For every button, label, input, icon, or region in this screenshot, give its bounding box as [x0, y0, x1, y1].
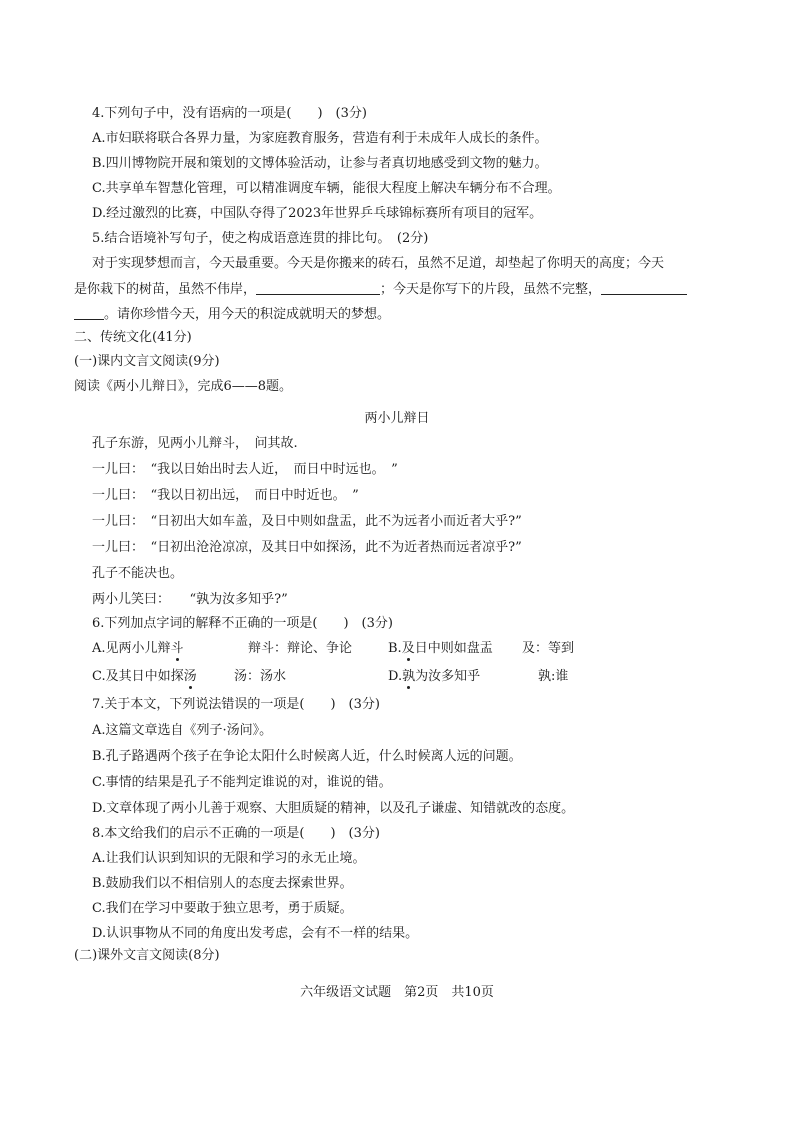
passage-line: 一儿曰： “日初出大如车盖，及日中则如盘盂，此不为远者小而近者大乎?” — [92, 514, 522, 529]
emphasis-dot-char: 斗 — [170, 641, 184, 656]
q5-text-line1: 对于实现梦想而言，今天最重要。今天是你搬来的砖石，虽然不足道，却垫起了你明天的高度；今天 — [92, 256, 665, 271]
q4-stem: 4.下列句子中，没有语病的一项是( ) (3分) — [92, 106, 367, 121]
q5-text-line3 — [74, 306, 390, 323]
q6-option-c-gloss: 汤：汤水 — [234, 669, 287, 684]
q4-option-d: D.经过激烈的比赛，中国队夺得了2023年世界乒乓球锦标赛所有项目的冠军。 — [92, 206, 543, 221]
q6-option-a-gloss: 辩斗：辩论、争论 — [248, 641, 353, 656]
answer-blank-1[interactable] — [256, 281, 380, 295]
q6-option-b-gloss: 及：等到 — [522, 641, 575, 656]
passage-line: 一儿曰： “我以日初出远， 而日中时近也。 ” — [92, 488, 359, 503]
emphasis-dot-char: 孰 — [402, 669, 416, 684]
q6-stem: 6.下列加点字词的解释不正确的一项是( ) (3分) — [92, 616, 393, 631]
q7-option-b: B.孔子路遇两个孩子在争论太阳什么时候离人近，什么时候离人远的问题。 — [92, 749, 522, 764]
q8-stem: 8.本文给我们的启示不正确的一项是( ) (3分) — [92, 826, 380, 841]
passage-line: 一儿曰： “日初出沧沧凉凉，及其日中如探汤，此不为近者热而远者凉乎?” — [92, 540, 522, 555]
q7-option-d: D.文章体现了两小儿善于观察、大胆质疑的精神，以及孔子谦虚、知错就改的态度。 — [92, 801, 575, 816]
q7-option-c: C.事情的结果是孔子不能判定谁说的对，谁说的错。 — [92, 775, 392, 790]
q5-text-line2-mid: ；今天是你写下的片段，虽然不完整， — [380, 282, 602, 297]
emphasis-dot-char: 及 — [401, 641, 415, 656]
q5-text-line2-start: 是你栽下的树苗，虽然不伟岸， — [74, 282, 257, 297]
q6-option-a: A.见两小儿辩斗 — [92, 641, 184, 656]
q6-option-c: C.及其日中如探汤 — [92, 669, 197, 684]
section-heading: 二、传统文化(41分) — [74, 330, 192, 345]
q7-stem: 7.关于本文，下列说法错误的一项是( ) (3分) — [92, 697, 380, 712]
q8-option-a: A.让我们认识到知识的无限和学习的永无止境。 — [92, 851, 366, 866]
q7-option-a: A.这篇文章选自《列子·汤问》。 — [92, 723, 273, 738]
q5-text-line3-end: 。请你珍惜今天，用今天的积淀成就明天的梦想。 — [104, 307, 391, 322]
q6-option-b: B.及日中则如盘盂 — [388, 641, 493, 656]
q6-option-d: D.孰为汝多知乎 — [388, 669, 481, 684]
q4-option-b: B.四川博物院开展和策划的文博体验活动，让参与者真切地感受到文物的魅力。 — [92, 156, 548, 171]
q5-text-line2 — [74, 281, 687, 298]
q6-option-d-gloss: 孰:谁 — [538, 669, 569, 684]
passage-line: 两小儿笑曰： “孰为汝多知乎?” — [92, 592, 288, 607]
passage-line: 孔子东游，见两小儿辩斗， 问其故. — [92, 436, 298, 451]
passage-line: 一儿曰： “我以日始出时去人近， 而日中时远也。 ” — [92, 462, 398, 477]
passage-title: 两小儿辩日 — [364, 411, 430, 426]
q8-option-d: D.认识事物从不同的角度出发考虑，会有不一样的结果。 — [92, 926, 419, 941]
subsection-heading-1: (一)课内文言文阅读(9分) — [74, 354, 220, 369]
q8-option-b: B.鼓励我们以不相信别人的态度去探索世界。 — [92, 876, 353, 891]
q8-option-c: C.我们在学习中要敢于独立思考，勇于质疑。 — [92, 901, 353, 916]
reading-instruction: 阅读《两小儿辩日》，完成6——8题。 — [74, 379, 293, 394]
q4-option-a: A.市妇联将联合各界力量，为家庭教育服务，营造有利于未成年人成长的条件。 — [92, 131, 548, 146]
q5-stem: 5.结合语境补写句子，使之构成语意连贯的排比句。 (2分) — [92, 231, 429, 246]
passage-line: 孔子不能决也。 — [92, 566, 184, 581]
answer-blank-2[interactable] — [601, 281, 687, 295]
answer-blank-2-cont[interactable] — [74, 306, 104, 320]
emphasis-dot-char: 汤 — [183, 669, 197, 684]
q4-option-c: C.共享单车智慧化管理，可以精准调度车辆，能很大程度上解决车辆分布不合理。 — [92, 181, 561, 196]
subsection-heading-2: (二)课外文言文阅读(8分) — [74, 948, 220, 963]
page-footer: 六年级语文试题 第2页 共10页 — [300, 985, 494, 1000]
